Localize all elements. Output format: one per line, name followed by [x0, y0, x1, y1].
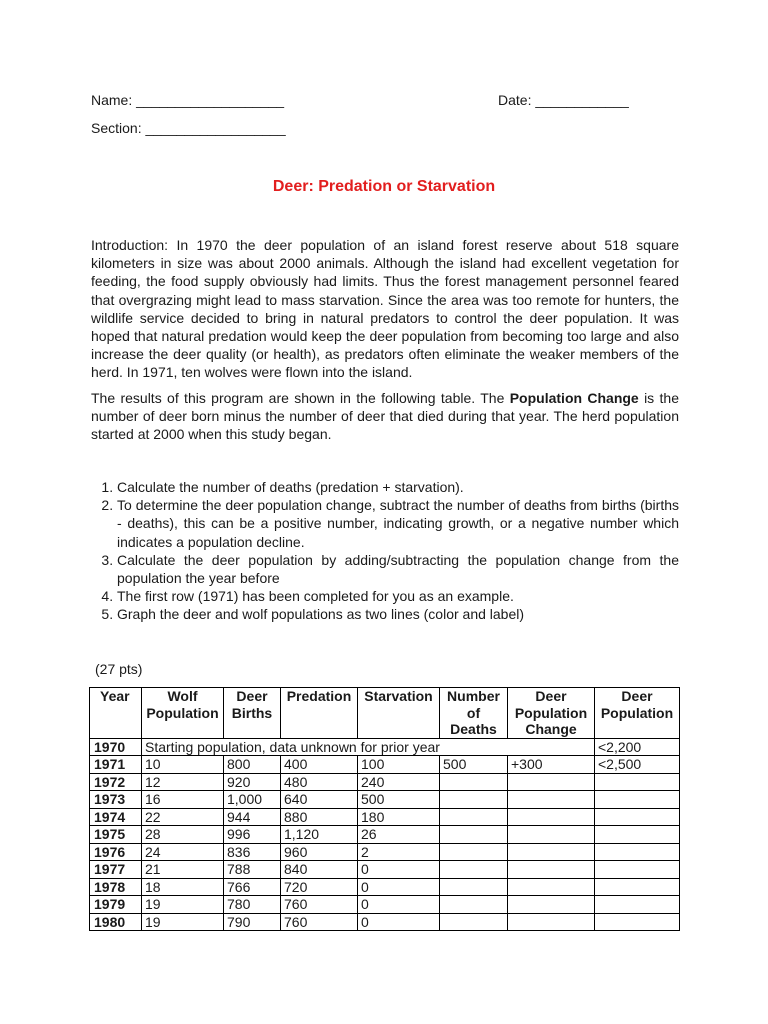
deer-births-cell: 1,000 [224, 791, 281, 809]
starvation-cell: 26 [358, 826, 440, 844]
population-change-cell [508, 843, 595, 861]
table-row [90, 791, 680, 809]
table-row [90, 878, 680, 896]
population-change-cell: +300 [508, 756, 595, 774]
wolf-population-cell: 19 [142, 896, 224, 914]
number-of-deaths-cell [440, 896, 508, 914]
number-of-deaths-cell: 500 [440, 756, 508, 774]
number-of-deaths-cell [440, 878, 508, 896]
deer-population-cell [595, 861, 680, 879]
year-cell: 1972 [90, 773, 142, 791]
wolf-population-cell: 22 [142, 808, 224, 826]
predation-cell: 480 [281, 773, 358, 791]
year-cell: 1979 [90, 896, 142, 914]
predation-cell: 760 [281, 913, 358, 931]
predation-cell: 720 [281, 878, 358, 896]
table-row [90, 913, 680, 931]
deer-population-cell [595, 826, 680, 844]
year-cell: 1973 [90, 791, 142, 809]
deer-births-cell: 780 [224, 896, 281, 914]
header-starvation: Starvation [358, 688, 440, 739]
table-row [90, 896, 680, 914]
population-change-cell [508, 913, 595, 931]
predation-cell: 400 [281, 756, 358, 774]
instruction-step: 5. Graph the deer and wolf populations as two lines (color and label) [117, 605, 679, 623]
header-number-of-deaths: Number of Deaths [440, 688, 508, 739]
wolf-population-cell: 16 [142, 791, 224, 809]
wolf-population-cell: 21 [142, 861, 224, 879]
results-paragraph [91, 389, 679, 444]
population-change-term: Population Change [509, 390, 639, 406]
number-of-deaths-cell [440, 773, 508, 791]
section-field: Section: __________________ [91, 120, 286, 136]
introduction-paragraph: Introduction: In 1970 the deer population of an island forest reserve about 518 square kilometers in size was about 2000 animals. Although the island had excellent vegetation for feeding, the food supply obviously had limits. Thus the forest management personnel feared that overgrazing might lead to mass starvation. Since the area was too remote for hunters, the wildlife service decided to bring in natural predators to control the deer population. It was hoped that natural predation would keep the deer population from becoming too large and also increase the deer quality (or health), as predators often eliminate the weaker members of the herd. In 1971, ten wolves were flown into the island. [91, 237, 679, 381]
results-text-after: is the number of deer born minus the number of deer that died during that year. The herd population started at 2000 when this study began. [91, 390, 679, 443]
year-cell: 1971 [90, 756, 142, 774]
deer-births-cell: 790 [224, 913, 281, 931]
wolf-population-cell: 28 [142, 826, 224, 844]
starvation-cell: 240 [358, 773, 440, 791]
number-of-deaths-cell [440, 861, 508, 879]
deer-population-cell: <2,500 [595, 756, 680, 774]
points-label: (27 pts) [95, 661, 143, 677]
population-change-cell [508, 826, 595, 844]
number-of-deaths-cell [440, 843, 508, 861]
predation-cell: 1,120 [281, 826, 358, 844]
results-text-before: The results of this program are shown in the following table. The [91, 390, 510, 406]
deer-births-cell: 800 [224, 756, 281, 774]
year-cell: 1977 [90, 861, 142, 879]
table-row [90, 756, 680, 774]
deer-population-cell [595, 878, 680, 896]
number-of-deaths-cell [440, 791, 508, 809]
header-deer-population: Deer Population [595, 688, 680, 739]
header-deer-population-change: Deer Population Change [508, 688, 595, 739]
starvation-cell: 2 [358, 843, 440, 861]
population-change-cell [508, 773, 595, 791]
year-cell: 1980 [90, 913, 142, 931]
year-cell: 1976 [90, 843, 142, 861]
population-change-cell [508, 878, 595, 896]
deer-population-cell [595, 913, 680, 931]
population-change-cell [508, 861, 595, 879]
deer-births-cell: 920 [224, 773, 281, 791]
number-of-deaths-cell [440, 808, 508, 826]
wolf-population-cell: 12 [142, 773, 224, 791]
population-change-cell [508, 791, 595, 809]
header-predation: Predation [281, 688, 358, 739]
wolf-population-cell: 18 [142, 878, 224, 896]
instruction-step: 2. To determine the deer population change, subtract the number of deaths from births (births - deaths), this can be a positive number, indicating growth, or a negative number which indicates a population decline. [117, 496, 679, 551]
table-row [90, 843, 680, 861]
deer-births-cell: 996 [224, 826, 281, 844]
population-change-cell [508, 808, 595, 826]
population-change-cell [508, 896, 595, 914]
number-of-deaths-cell [440, 826, 508, 844]
table-row [90, 773, 680, 791]
header-wolf-population: Wolf Population [142, 688, 224, 739]
starvation-cell: 500 [358, 791, 440, 809]
deer-population-cell: <2,200 [595, 738, 680, 756]
starvation-cell: 0 [358, 896, 440, 914]
date-field: Date: ____________ [498, 92, 629, 108]
note-cell: Starting population, data unknown for prior year [142, 738, 595, 756]
instruction-step: 3. Calculate the deer population by adding/subtracting the population change from the population the year before [117, 551, 679, 587]
page-title: Deer: Predation or Starvation [272, 178, 496, 195]
predation-cell: 960 [281, 843, 358, 861]
starvation-cell: 0 [358, 913, 440, 931]
deer-wolf-table [89, 687, 680, 931]
table-row [90, 826, 680, 844]
year-cell: 1978 [90, 878, 142, 896]
wolf-population-cell: 19 [142, 913, 224, 931]
name-field: Name: ___________________ [91, 92, 285, 108]
instructions-list [91, 478, 679, 624]
predation-cell: 880 [281, 808, 358, 826]
table-row [90, 738, 680, 756]
deer-population-cell [595, 773, 680, 791]
starvation-cell: 100 [358, 756, 440, 774]
header-year: Year [90, 688, 142, 739]
deer-births-cell: 944 [224, 808, 281, 826]
deer-births-cell: 766 [224, 878, 281, 896]
wolf-population-cell: 10 [142, 756, 224, 774]
instruction-step: 4. The first row (1971) has been completed for you as an example. [117, 587, 679, 605]
starvation-cell: 0 [358, 861, 440, 879]
instruction-step: 1. Calculate the number of deaths (predation + starvation). [117, 478, 679, 496]
table-row [90, 861, 680, 879]
year-cell: 1975 [90, 826, 142, 844]
starvation-cell: 180 [358, 808, 440, 826]
deer-population-cell [595, 843, 680, 861]
predation-cell: 640 [281, 791, 358, 809]
number-of-deaths-cell [440, 913, 508, 931]
year-cell: 1974 [90, 808, 142, 826]
predation-cell: 760 [281, 896, 358, 914]
table-header-row [90, 688, 680, 739]
year-cell: 1970 [90, 738, 142, 756]
table-row [90, 808, 680, 826]
header-deer-births: Deer Births [224, 688, 281, 739]
starvation-cell: 0 [358, 878, 440, 896]
deer-population-cell [595, 896, 680, 914]
deer-population-cell [595, 808, 680, 826]
predation-cell: 840 [281, 861, 358, 879]
deer-births-cell: 836 [224, 843, 281, 861]
deer-births-cell: 788 [224, 861, 281, 879]
wolf-population-cell: 24 [142, 843, 224, 861]
deer-population-cell [595, 791, 680, 809]
